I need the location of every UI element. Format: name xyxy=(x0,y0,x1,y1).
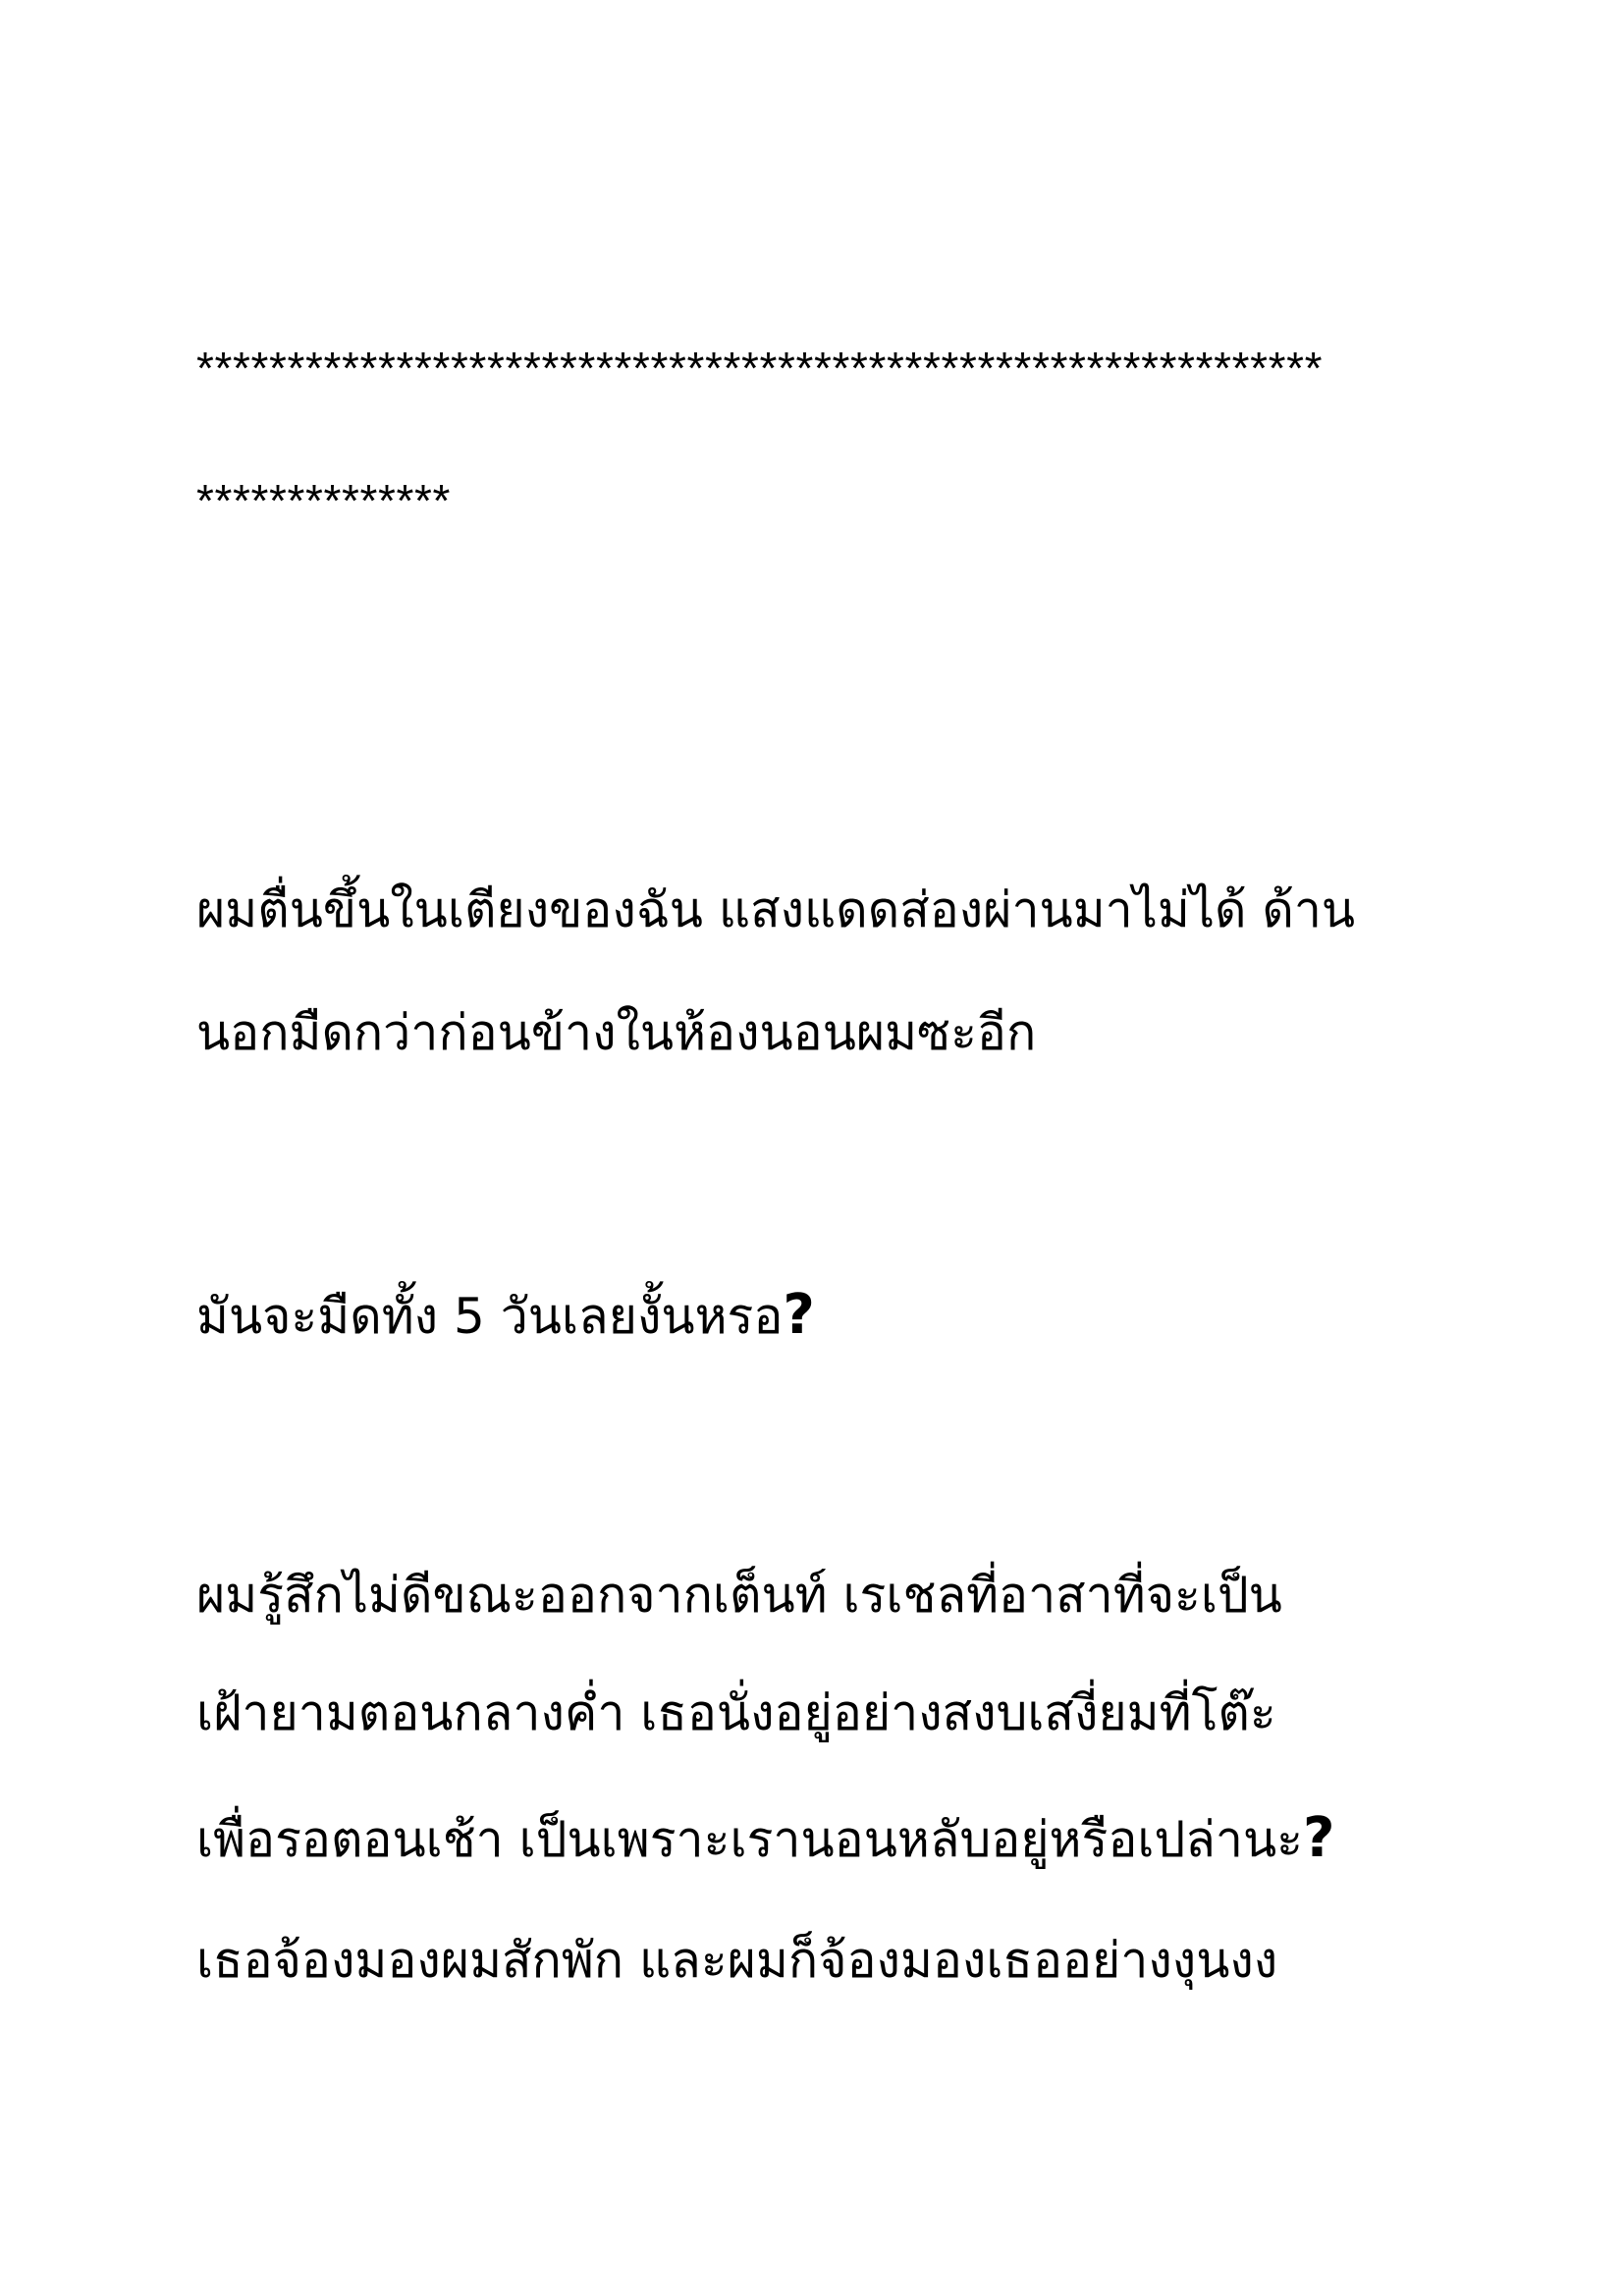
separator-line-1: ************************************************************** xyxy=(196,343,1324,394)
question-mark: ? xyxy=(783,1283,815,1347)
paragraph-line: เธอจ้องมองผมสักพัก และผมก็จ้องมองเธออย่างงุนงง xyxy=(196,1932,1278,1989)
paragraph-line: เฝ้ายามตอนกลางค่ำ เธอนั่งอยู่อย่างสงบเสงี่ยมที่โต๊ะ xyxy=(196,1684,1276,1741)
paragraph-line: นอกมืดกว่าก่อนข้างในห้องนอนผมซะอีก xyxy=(196,1004,1037,1061)
question-mark: ? xyxy=(1302,1806,1335,1870)
paragraph-text: มันจะมืดทั้ง 5 วันเลยงั้นหรอ xyxy=(196,1288,784,1345)
paragraph-text: เพื่อรอตอนเช้า เป็นเพราะเรานอนหลับอยู่หรือเปล่านะ xyxy=(196,1811,1303,1868)
separator-line-2: ************** xyxy=(196,475,452,526)
paragraph-line: ผมรู้สึกไม่ดีขณะออกจากเต็นท์ เรเชลที่อาสาที่จะเป็น xyxy=(196,1567,1282,1624)
paragraph-line: ผมตื่นขึ้นในเตียงของฉัน แสงแดดส่องผ่านมาไม่ได้ ด้าน xyxy=(196,881,1356,938)
paragraph-line xyxy=(196,1283,815,1347)
paragraph-line xyxy=(196,1806,1335,1870)
